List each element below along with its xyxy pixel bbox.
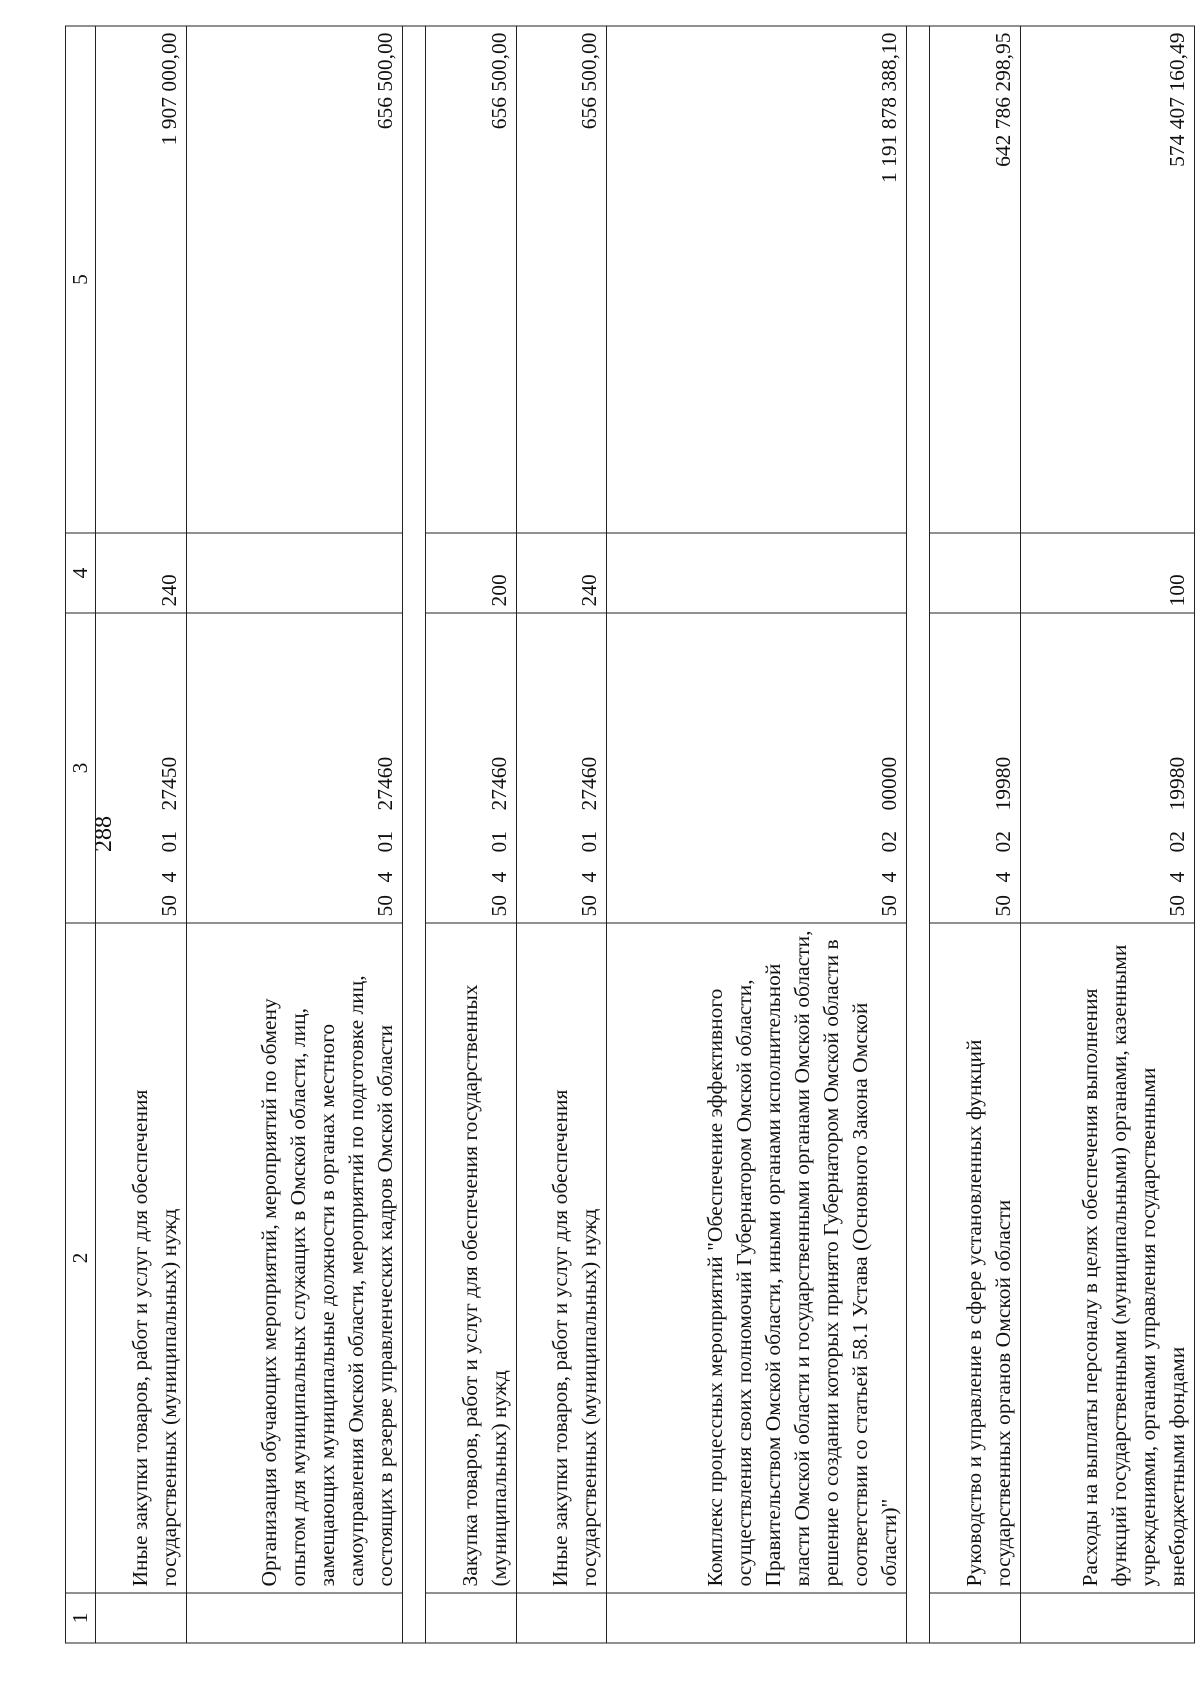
code-part: 4 bbox=[577, 871, 602, 883]
table-row bbox=[929, 26, 1020, 1643]
table-row bbox=[516, 26, 607, 1643]
row-name: Руководство и управление в сфере установленных функций государственных органов Омской области bbox=[929, 923, 1020, 1593]
row-amount: 1 907 000,00 bbox=[96, 26, 187, 533]
row-code bbox=[186, 613, 402, 923]
header-col-4: 4 bbox=[66, 533, 96, 613]
row-code bbox=[516, 613, 607, 923]
code-part: 50 bbox=[876, 895, 901, 917]
row-kind bbox=[607, 533, 907, 613]
code-part: 4 bbox=[990, 871, 1015, 883]
rotated-table-sheet bbox=[65, 27, 1195, 1644]
code-part: 01 bbox=[372, 831, 397, 853]
code-part: 50 bbox=[1165, 895, 1189, 917]
row-kind: 100 bbox=[1020, 533, 1194, 613]
spacer-row bbox=[906, 26, 929, 1643]
code-part: 01 bbox=[486, 831, 511, 853]
row-index-cell bbox=[96, 1593, 187, 1643]
row-amount: 1 191 878 388,10 bbox=[607, 26, 907, 533]
code-part: 4 bbox=[486, 871, 511, 883]
spacer-cell bbox=[402, 26, 425, 1643]
row-name: Иные закупки товаров, работ и услуг для обеспечения государственных (муниципальных) нужд bbox=[96, 923, 187, 1593]
code-part: 02 bbox=[990, 831, 1015, 853]
header-col-5: 5 bbox=[66, 26, 96, 533]
table-row bbox=[607, 26, 907, 1643]
code-part: 27460 bbox=[486, 756, 511, 811]
header-col-1: 1 bbox=[66, 1593, 96, 1643]
row-code bbox=[96, 613, 187, 923]
code-part: 02 bbox=[876, 831, 901, 853]
row-kind: 200 bbox=[425, 533, 516, 613]
row-kind bbox=[929, 533, 1020, 613]
row-index-cell bbox=[516, 1593, 607, 1643]
row-kind: 240 bbox=[516, 533, 607, 613]
row-index-cell bbox=[186, 1593, 402, 1643]
row-name: Расходы на выплаты персоналу в целях обеспечения выполнения функций государственными (муниципальными) органами, казенными учреждениями, органами управления государственными внебюджетными фондами bbox=[1020, 923, 1194, 1593]
page-number: 288 bbox=[91, 816, 117, 852]
code-part: 50 bbox=[990, 895, 1015, 917]
row-name: Организация обучающих мероприятий, мероприятий по обмену опытом для муниципальных служащих в Омской области, лиц, замещающих муниципальные должности в органах местного самоуправления Омской области, мероприятий по подготовке лиц, состоящих в резерве управленческих кадров Омской области bbox=[186, 923, 402, 1593]
spacer-row bbox=[402, 26, 425, 1643]
code-part: 50 bbox=[486, 895, 511, 917]
code-part: 19980 bbox=[990, 756, 1015, 811]
row-code bbox=[1020, 613, 1194, 923]
row-kind: 240 bbox=[96, 533, 187, 613]
table-row bbox=[425, 26, 516, 1643]
code-part: 27460 bbox=[372, 756, 397, 811]
code-part: 01 bbox=[577, 831, 602, 853]
row-kind bbox=[186, 533, 402, 613]
code-part: 19980 bbox=[1165, 756, 1189, 811]
code-part: 50 bbox=[577, 895, 602, 917]
row-index-cell bbox=[929, 1593, 1020, 1643]
table-row bbox=[1020, 26, 1194, 1643]
code-part: 50 bbox=[372, 895, 397, 917]
row-name: Иные закупки товаров, работ и услуг для обеспечения государственных (муниципальных) нужд bbox=[516, 923, 607, 1593]
code-part: 4 bbox=[876, 871, 901, 883]
row-name: Комплекс процессных мероприятий "Обеспечение эффективного осуществления своих полномочий Губернатором Омской области, Правительством Омской области, иными органами исполнительной власти Омской области и государственными органами Омской области, решение о создании которых принято Губернатором Омской области в соответствии со статьей 58.1 Устава (Основного Закона Омской области)" bbox=[607, 923, 907, 1593]
code-part: 4 bbox=[156, 871, 181, 883]
header-row bbox=[66, 26, 96, 1643]
header-col-2: 2 bbox=[66, 923, 96, 1593]
budget-table bbox=[65, 26, 1195, 1644]
spacer-cell bbox=[906, 26, 929, 1643]
row-amount: 656 500,00 bbox=[186, 26, 402, 533]
table-row bbox=[186, 26, 402, 1643]
row-amount: 642 786 298,95 bbox=[929, 26, 1020, 533]
code-part: 27450 bbox=[156, 756, 181, 811]
code-part: 02 bbox=[1165, 831, 1189, 853]
row-amount: 656 500,00 bbox=[425, 26, 516, 533]
code-part: 00000 bbox=[876, 756, 901, 811]
table-row bbox=[96, 26, 187, 1643]
code-part: 50 bbox=[156, 895, 181, 917]
row-index-cell bbox=[1020, 1593, 1194, 1643]
row-code bbox=[425, 613, 516, 923]
row-code bbox=[607, 613, 907, 923]
row-index-cell bbox=[607, 1593, 907, 1643]
code-part: 27460 bbox=[577, 756, 602, 811]
row-name: Закупка товаров, работ и услуг для обеспечения государственных (муниципальных) нужд bbox=[425, 923, 516, 1593]
row-amount: 574 407 160,49 bbox=[1020, 26, 1194, 533]
code-part: 4 bbox=[1165, 871, 1189, 883]
code-part: 4 bbox=[372, 871, 397, 883]
row-amount: 656 500,00 bbox=[516, 26, 607, 533]
row-index-cell bbox=[425, 1593, 516, 1643]
code-part: 01 bbox=[156, 831, 181, 853]
header-col-3: 3 bbox=[66, 613, 96, 923]
row-code bbox=[929, 613, 1020, 923]
